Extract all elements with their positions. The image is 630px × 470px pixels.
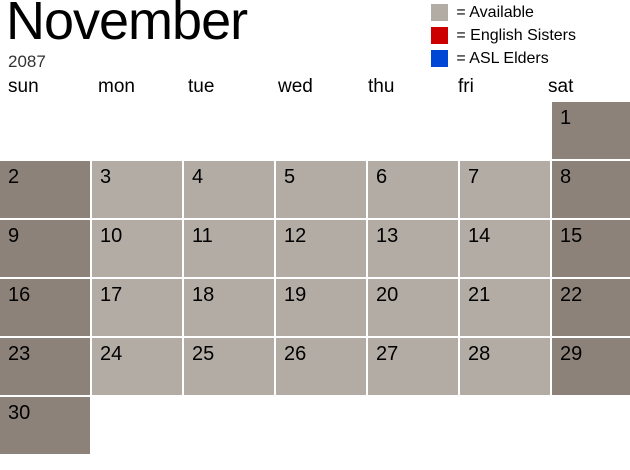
day-number: 26 xyxy=(284,343,307,365)
calendar-day-cell[interactable] xyxy=(0,338,90,395)
calendar-day-cell[interactable] xyxy=(0,397,90,454)
calendar-cell-empty xyxy=(368,102,458,159)
day-number: 6 xyxy=(376,166,388,188)
day-number: 21 xyxy=(468,284,491,306)
legend xyxy=(431,2,576,69)
legend-label: = English Sisters xyxy=(456,26,576,44)
calendar-day-cell[interactable] xyxy=(184,338,274,395)
calendar-day-cell[interactable] xyxy=(92,279,182,336)
calendar-day-cell[interactable] xyxy=(92,161,182,218)
calendar-day-cell[interactable] xyxy=(460,220,550,277)
calendar-day-cell[interactable] xyxy=(0,279,90,336)
weekday-header-row xyxy=(0,72,630,102)
calendar-cell-empty xyxy=(0,102,90,159)
calendar-cell-empty xyxy=(460,397,550,454)
calendar-day-cell[interactable] xyxy=(552,220,630,277)
day-number: 30 xyxy=(8,402,31,424)
day-number: 12 xyxy=(284,225,307,247)
calendar-cell-empty xyxy=(184,397,274,454)
calendar-day-cell[interactable] xyxy=(276,161,366,218)
legend-color-swatch-icon xyxy=(431,27,448,44)
calendar-day-cell[interactable] xyxy=(92,220,182,277)
calendar-day-cell[interactable] xyxy=(184,161,274,218)
calendar-day-cell[interactable] xyxy=(0,220,90,277)
legend-color-swatch-icon xyxy=(431,50,448,67)
day-number: 9 xyxy=(8,225,20,247)
weekday-label-mon: mon xyxy=(98,76,135,97)
calendar-cell-empty xyxy=(92,102,182,159)
calendar-cell-empty xyxy=(276,102,366,159)
calendar-day-cell[interactable] xyxy=(552,279,630,336)
legend-english-sisters xyxy=(431,25,576,46)
legend-color-swatch-icon xyxy=(431,4,448,21)
year-label: 2087 xyxy=(8,52,46,71)
weekday-label-wed: wed xyxy=(278,76,313,97)
weekday-label-sat: sat xyxy=(548,76,574,97)
calendar-grid xyxy=(0,102,630,454)
calendar-cell-empty xyxy=(92,397,182,454)
day-number: 10 xyxy=(100,225,123,247)
day-number: 25 xyxy=(192,343,215,365)
legend-available xyxy=(431,2,576,23)
calendar-cell-empty xyxy=(552,397,630,454)
calendar-cell-empty xyxy=(276,397,366,454)
legend-asl-elders xyxy=(431,48,576,69)
day-number: 17 xyxy=(100,284,123,306)
weekday-label-tue: tue xyxy=(188,76,215,97)
calendar-day-cell[interactable] xyxy=(276,279,366,336)
page-title: November xyxy=(6,0,248,51)
calendar-day-cell[interactable] xyxy=(368,220,458,277)
calendar-day-cell[interactable] xyxy=(368,338,458,395)
weekday-label-sun: sun xyxy=(8,76,39,97)
calendar-day-cell[interactable] xyxy=(368,279,458,336)
weekday-label-thu: thu xyxy=(368,76,395,97)
calendar-day-cell[interactable] xyxy=(460,279,550,336)
day-number: 2 xyxy=(8,166,20,188)
day-number: 15 xyxy=(560,225,583,247)
calendar-day-cell[interactable] xyxy=(368,161,458,218)
day-number: 3 xyxy=(100,166,112,188)
day-number: 13 xyxy=(376,225,399,247)
day-number: 16 xyxy=(8,284,31,306)
day-number: 20 xyxy=(376,284,399,306)
day-number: 14 xyxy=(468,225,491,247)
day-number: 19 xyxy=(284,284,307,306)
calendar-day-cell[interactable] xyxy=(552,102,630,159)
calendar-day-cell[interactable] xyxy=(276,338,366,395)
calendar-day-cell[interactable] xyxy=(552,161,630,218)
day-number: 29 xyxy=(560,343,583,365)
day-number: 27 xyxy=(376,343,399,365)
calendar-cell-empty xyxy=(368,397,458,454)
calendar-day-cell[interactable] xyxy=(552,338,630,395)
calendar-day-cell[interactable] xyxy=(460,161,550,218)
weekday-label-fri: fri xyxy=(458,76,474,97)
calendar-cell-empty xyxy=(184,102,274,159)
day-number: 24 xyxy=(100,343,123,365)
legend-label: = ASL Elders xyxy=(456,49,549,67)
day-number: 23 xyxy=(8,343,31,365)
day-number: 8 xyxy=(560,166,572,188)
legend-label: = Available xyxy=(456,3,534,21)
calendar-header xyxy=(0,0,630,72)
day-number: 5 xyxy=(284,166,296,188)
day-number: 7 xyxy=(468,166,480,188)
day-number: 11 xyxy=(192,225,213,247)
calendar-day-cell[interactable] xyxy=(92,338,182,395)
calendar-day-cell[interactable] xyxy=(0,161,90,218)
day-number: 4 xyxy=(192,166,204,188)
day-number: 18 xyxy=(192,284,215,306)
calendar-cell-empty xyxy=(460,102,550,159)
calendar-day-cell[interactable] xyxy=(276,220,366,277)
calendar-day-cell[interactable] xyxy=(184,220,274,277)
calendar-day-cell[interactable] xyxy=(460,338,550,395)
calendar-day-cell[interactable] xyxy=(184,279,274,336)
day-number: 22 xyxy=(560,284,583,306)
day-number: 1 xyxy=(560,107,572,129)
day-number: 28 xyxy=(468,343,491,365)
